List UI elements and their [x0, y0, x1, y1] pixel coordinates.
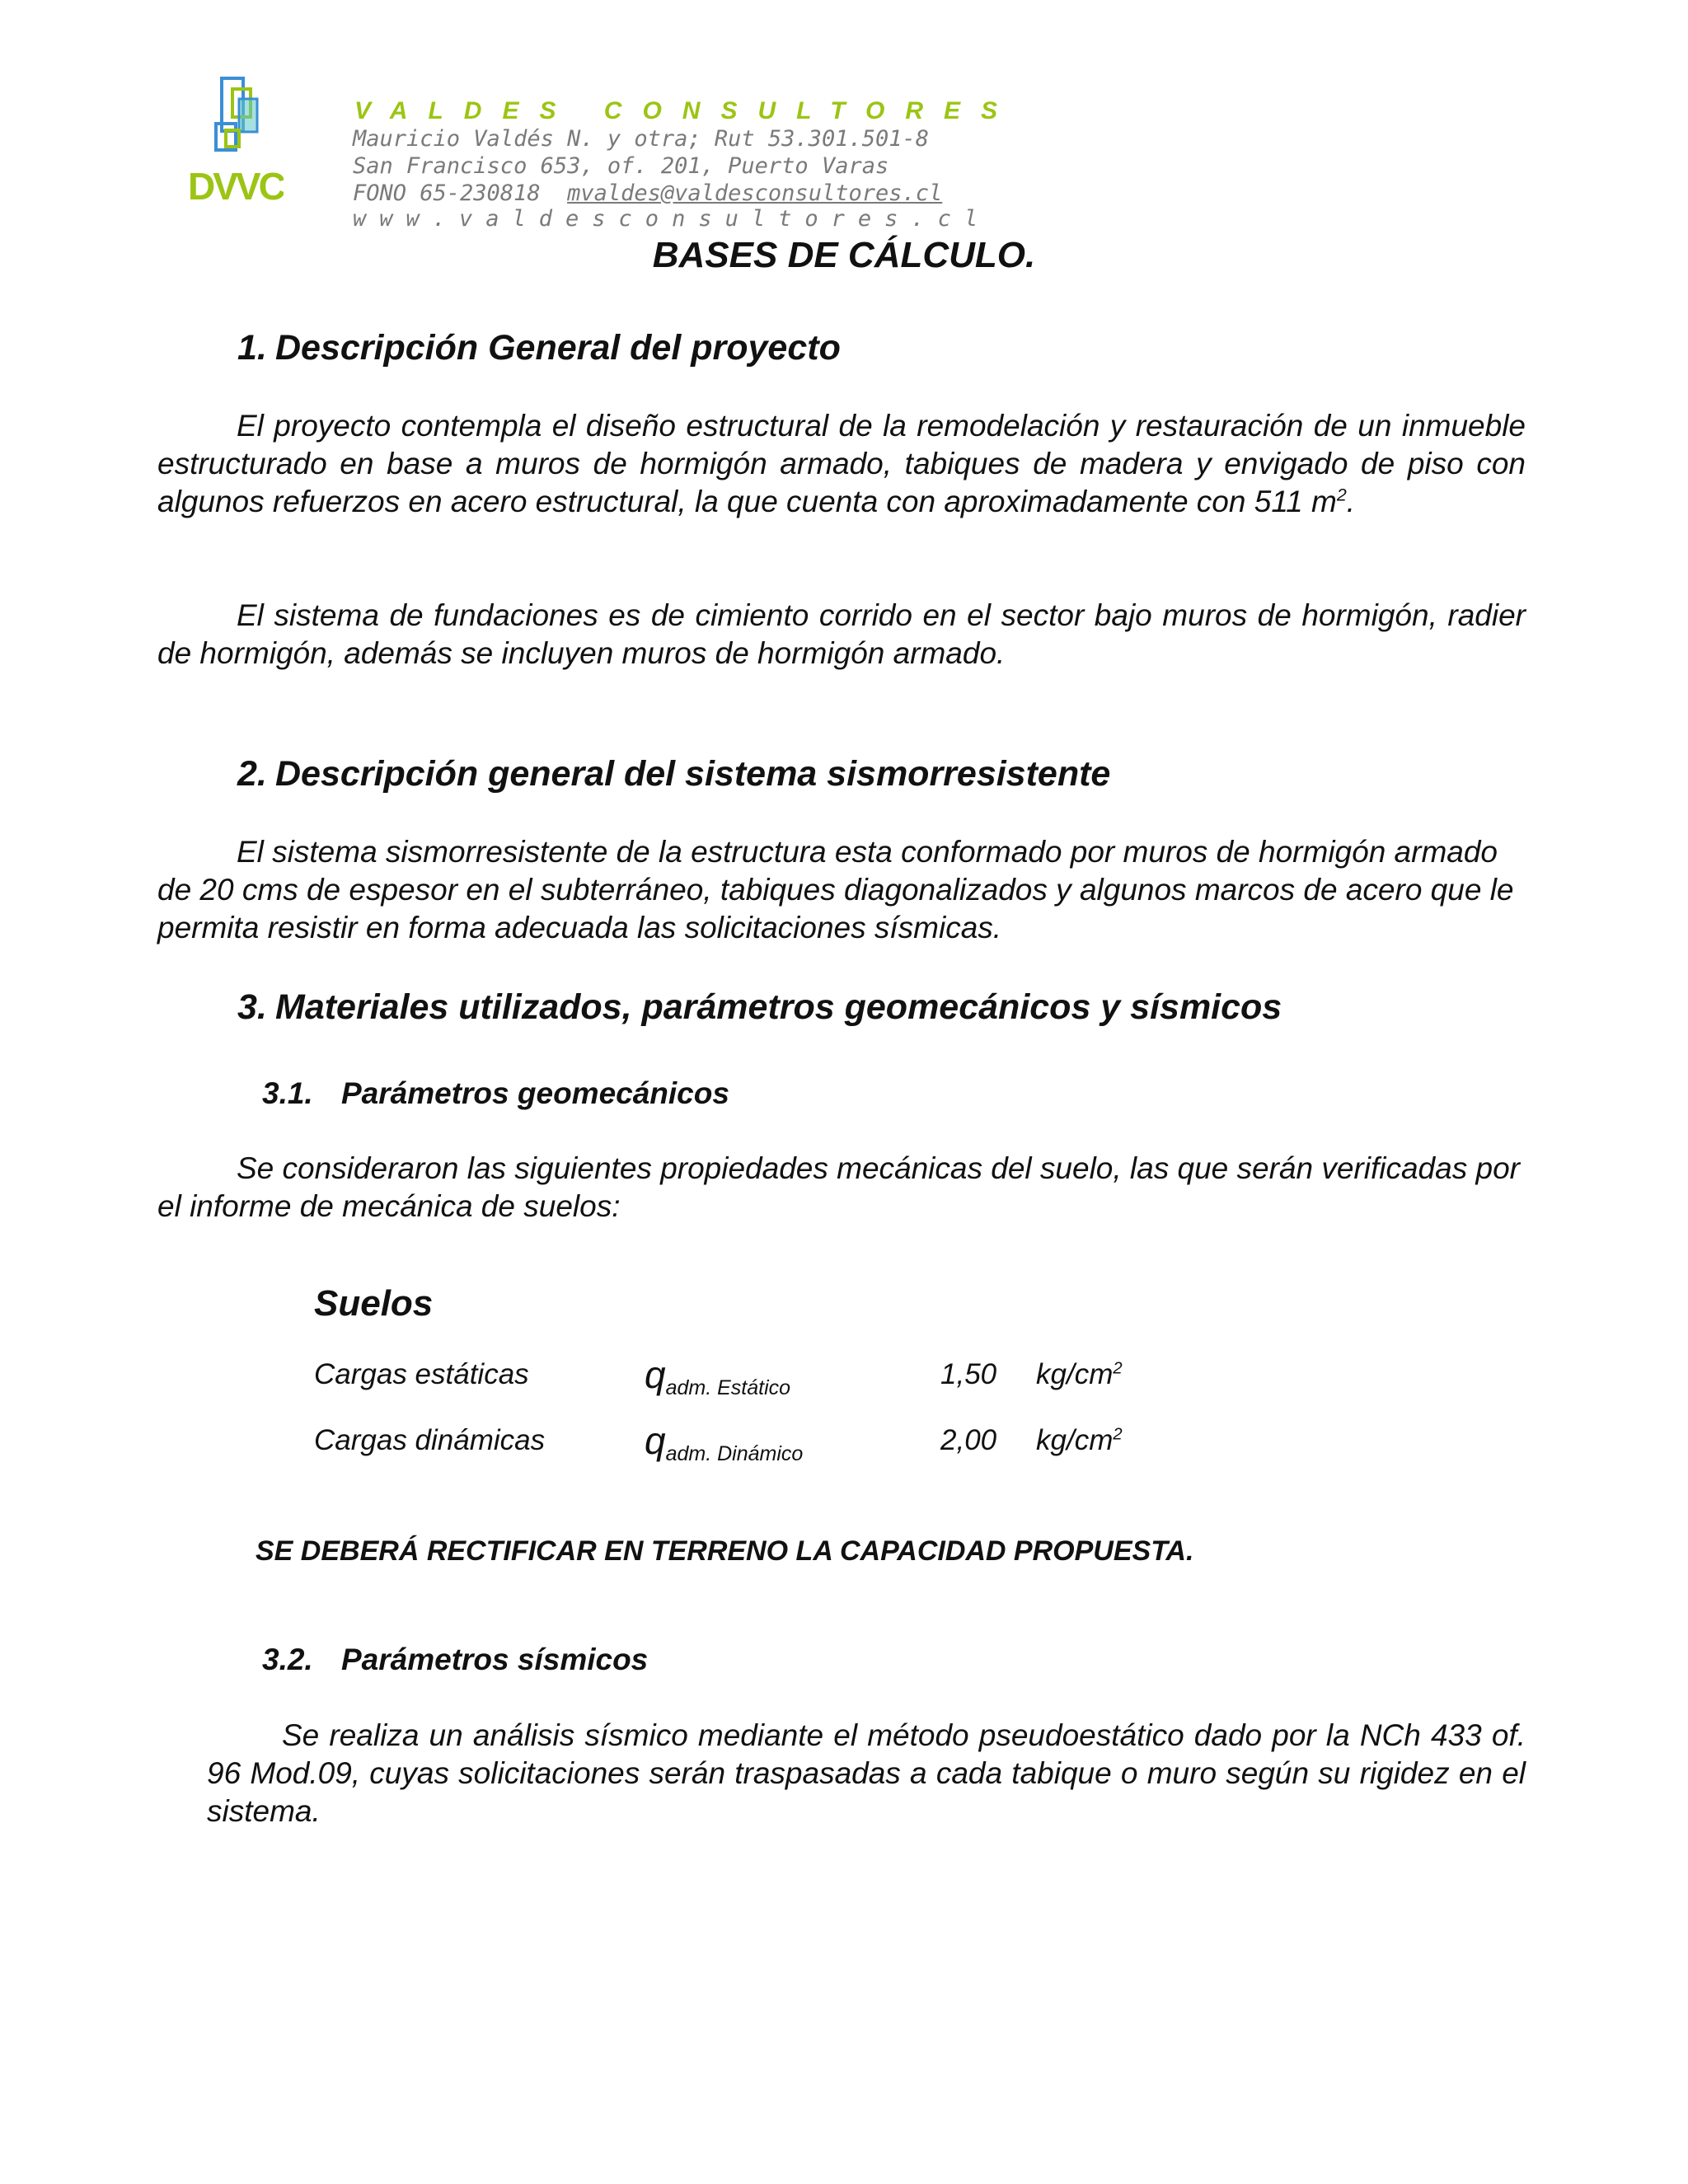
section-3-heading	[237, 986, 1282, 1029]
owner-line: Mauricio Valdés N. y otra; Rut 53.301.501-8	[353, 126, 929, 152]
section-title: Descripción General del proyecto	[275, 328, 841, 368]
website-link[interactable]: www.valdesconsultores.cl	[353, 206, 992, 232]
subsection-3-2-paragraph: Se realiza un análisis sísmico mediante el método pseudoestático dado por la NCh 433 of. 96 Mod.09, cuyas solicitaciones serán traspasadas a cada tabique o muro según su rigidez en el sistema.	[207, 1718, 1526, 1828]
soil-unit: $kg/cm^2$	[1036, 1424, 1123, 1456]
logo-text: DVVC	[188, 165, 284, 208]
subsection-title: Parámetros sísmicos	[341, 1643, 649, 1676]
soil-unit: $kg/cm^2$	[1036, 1358, 1123, 1390]
phone-number: FONO 65-230818	[353, 180, 541, 206]
company-name: VALDES CONSULTORES	[354, 97, 1019, 124]
warning-note: SE DEBERÁ RECTIFICAR EN TERRENO LA CAPACIDAD PROPUESTA.	[256, 1535, 1194, 1567]
soil-label: Cargas estáticas	[314, 1358, 529, 1390]
section-2-paragraph: El sistema sismorresistente de la estructura esta conformado por muros de hormigón armado de 20 cms de espesor en el subterráneo, tabiques diagonalizados y algunos marcos de acero que le permita resistir en forma adecuada las solicitaciones sísmicas.	[157, 835, 1514, 944]
soil-symbol: $q_{adm. Estático}$	[645, 1353, 791, 1399]
section-2-heading	[237, 752, 1110, 795]
section-title: Descripción general del sistema sismorresistente	[275, 754, 1111, 794]
document-title: BASES DE CÁLCULO.	[652, 235, 1036, 275]
soil-row-static	[314, 1352, 1221, 1397]
soil-symbol: $q_{adm. Dinámico}$	[645, 1419, 804, 1465]
soil-value: 2,00	[940, 1424, 997, 1456]
subsection-number: 3.2.	[262, 1643, 313, 1676]
soil-row-dynamic	[314, 1418, 1221, 1463]
contact-line	[353, 180, 942, 207]
section-number: 2.	[237, 754, 267, 794]
soil-value: 1,50	[940, 1358, 997, 1390]
subsection-3-1-paragraph: Se consideraron las siguientes propiedades mecánicas del suelo, las que serán verificadas por el informe de mecánica de suelos:	[157, 1151, 1520, 1223]
subsection-3-2-heading	[262, 1642, 648, 1678]
subsection-3-1-heading	[262, 1076, 729, 1112]
subsection-number: 3.1.	[262, 1076, 313, 1110]
section-number: 3.	[237, 987, 267, 1027]
address-line: San Francisco 653, of. 201, Puerto Varas	[353, 153, 889, 179]
section-number: 1.	[237, 328, 267, 368]
section-title: Materiales utilizados, parámetros geomecánicos y sísmicos	[275, 987, 1282, 1027]
company-logo	[186, 76, 284, 208]
section-1-heading	[237, 326, 841, 369]
subsection-title: Parámetros geomecánicos	[341, 1076, 729, 1110]
soil-label: Cargas dinámicas	[314, 1424, 546, 1456]
section-1-paragraph-2: El sistema de fundaciones es de cimiento corrido en el sector bajo muros de hormigón, radier de hormigón, además se incluyen muros de hormigón armado.	[157, 598, 1526, 670]
soils-title: Suelos	[314, 1283, 434, 1324]
email-link[interactable]: mvaldes@valdesconsultores.cl	[567, 180, 943, 206]
section-1-paragraph-1: El proyecto contempla el diseño estructural de la remodelación y restauración de un inmueble estructurado en base a muros de hormigón armado, tabiques de madera y envigado de piso con algunos refuerzos en acero estructural, la que cuenta con aproximadamente con 511 $m^2$.	[157, 409, 1526, 518]
